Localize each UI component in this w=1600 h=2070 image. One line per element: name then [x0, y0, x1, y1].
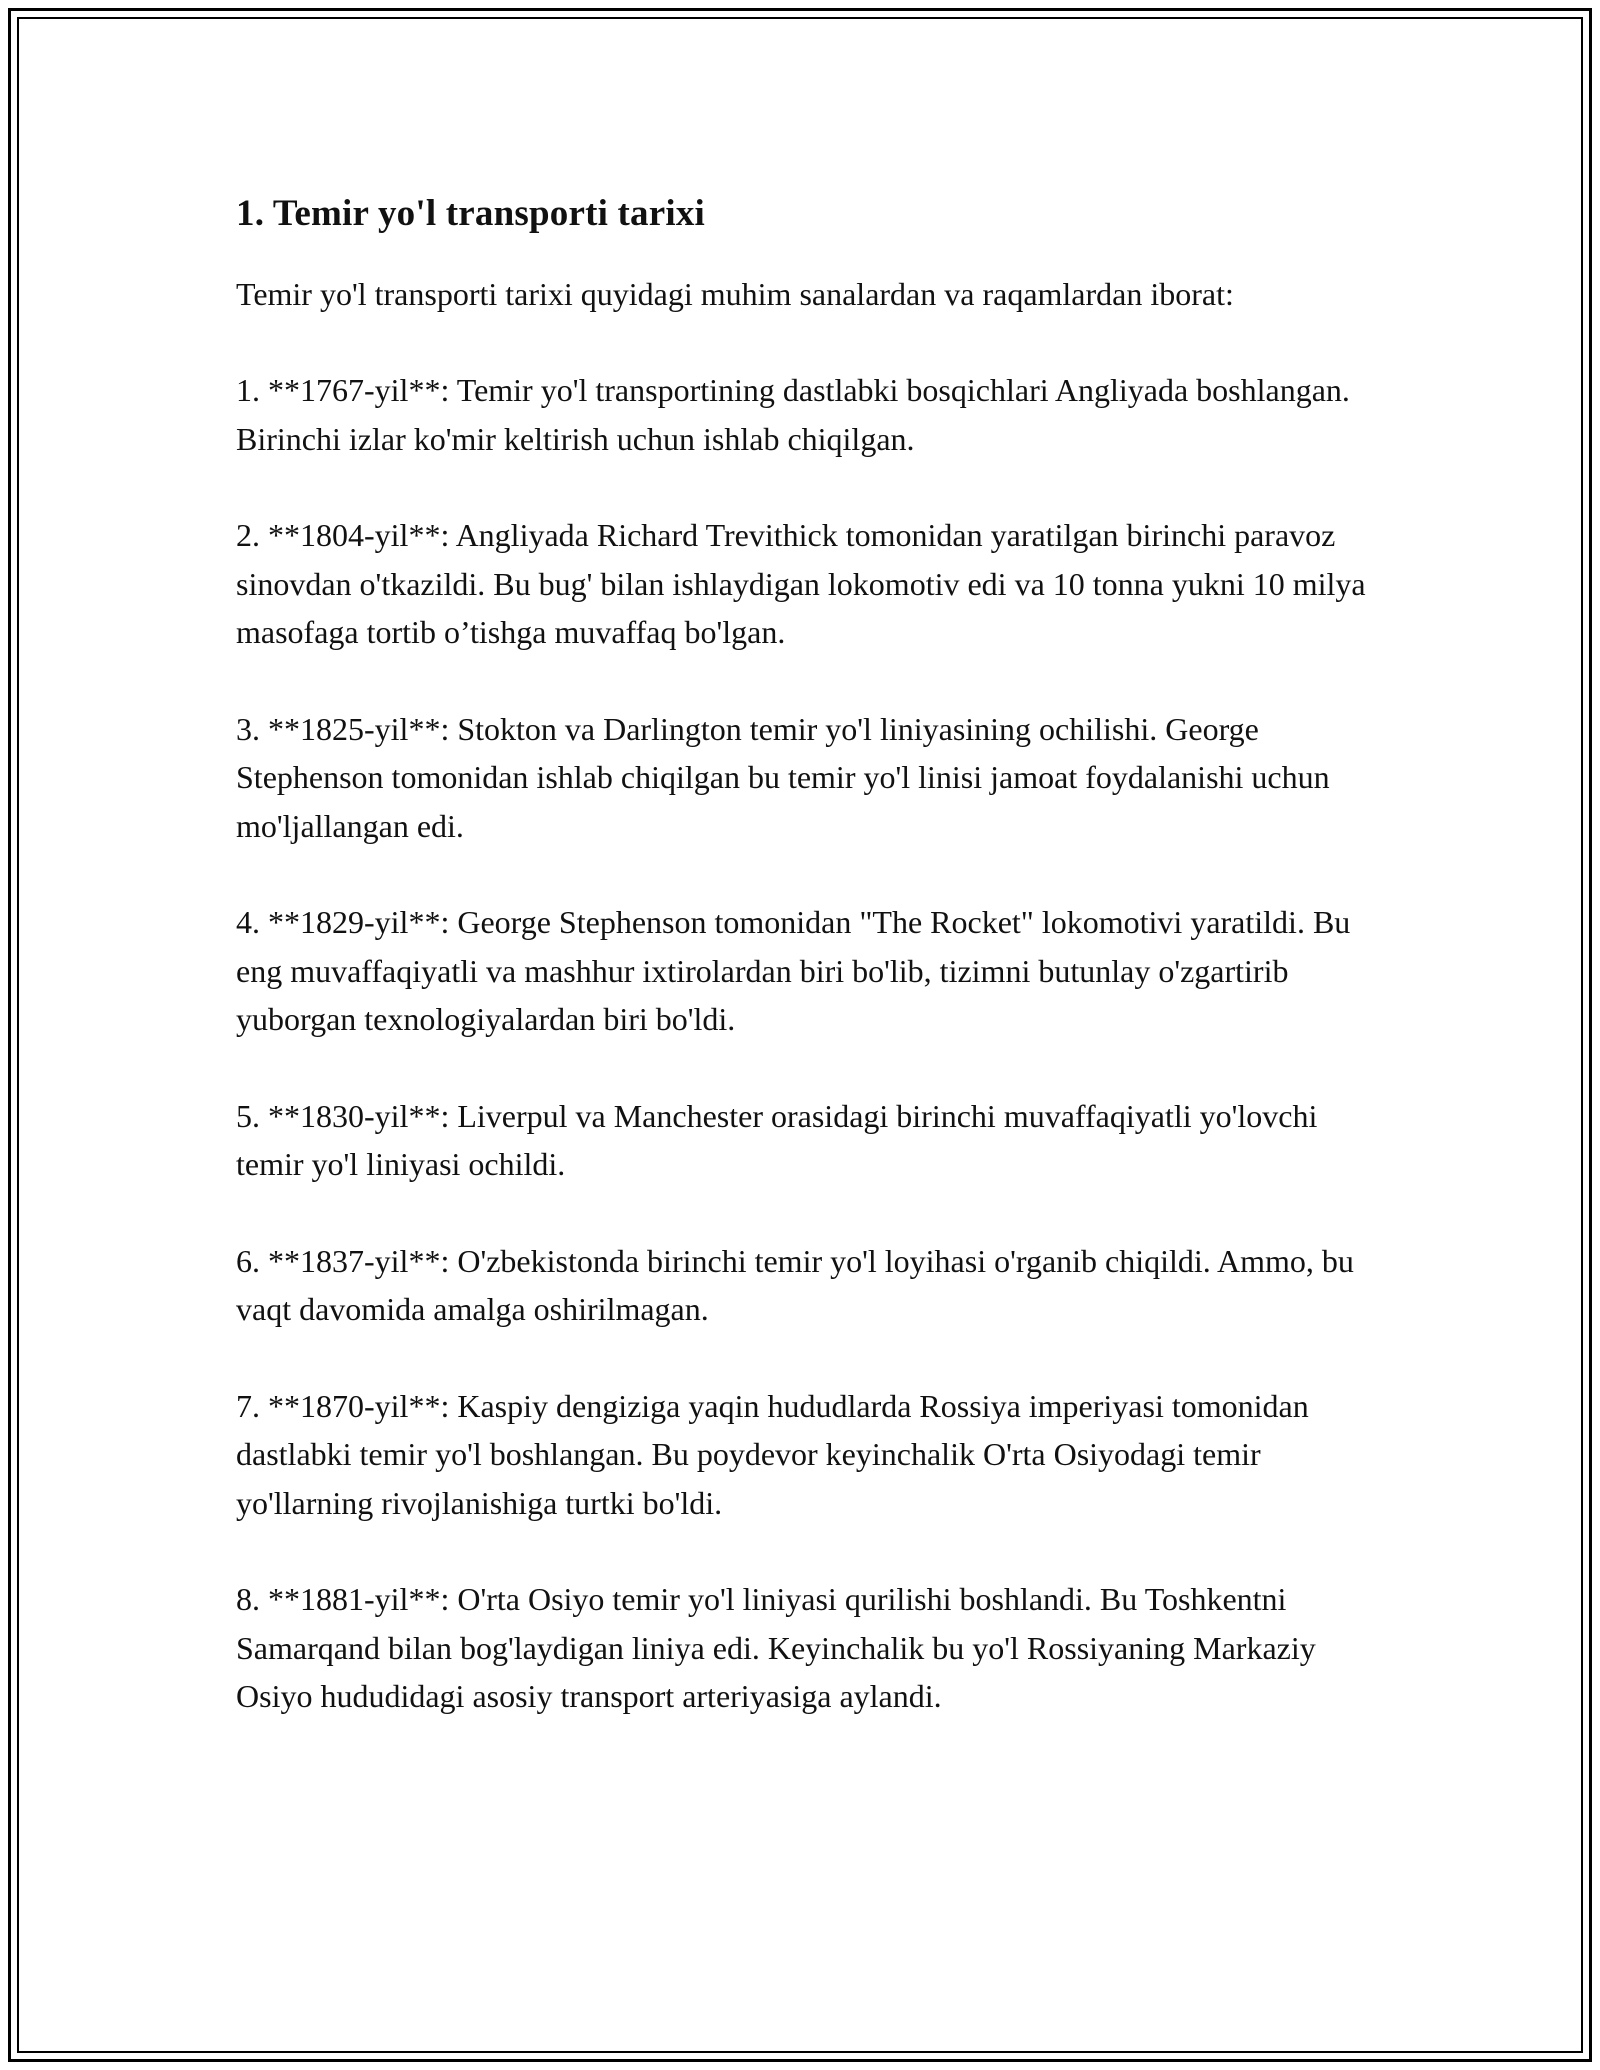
timeline-entry-1881: 8. **1881-yil**: O'rta Osiyo temir yo'l liniyasi qurilishi boshlandi. Bu Toshkentni Samarqand bilan bog'laydigan liniya edi. Keyinchalik bu yo'l Rossiyaning Markaziy Osiyo hududidagi asosiy transport arteriyasiga aylandi. — [236, 1581, 1316, 1714]
intro-paragraph: Temir yo'l transporti tarixi quyidagi muhim sanalardan va raqamlardan iborat: — [236, 276, 1234, 312]
timeline-entry-1870: 7. **1870-yil**: Kaspiy dengiziga yaqin hududlarda Rossiya imperiyasi tomonidan dastlabki temir yo'l boshlangan. Bu poydevor keyinchalik O'rta Osiyodagi temir yo'llarning rivojlanishiga turtki bo'ldi. — [236, 1387, 1309, 1521]
timeline-entry-1829: 4. **1829-yil**: George Stephenson tomonidan "The Rocket" lokomotivi yaratildi. Bu eng muvaffaqiyatli va mashhur ixtirolardan biri bo'lib, tizimni butunlay o'zgartirib yuborgan texnologiyalardan biri bo'ldi. — [236, 904, 1351, 1037]
section-heading: 1. Temir yo'l transporti tarixi — [236, 193, 706, 234]
timeline-entry-1804: 2. **1804-yil**: Angliyada Richard Trevithick tomonidan yaratilgan birinchi paravoz sinovdan o'tkazildi. Bu bug' bilan ishlaydigan lokomotiv edi va 10 tonna yukni 10 milya masofaga tortib o’tishga muvaffaq bo'lgan. — [236, 517, 1366, 650]
timeline-entry-1830: 5. **1830-yil**: Liverpul va Manchester orasidagi birinchi muvaffaqiyatli yo'lovchi temir yo'l liniyasi ochildi. — [236, 1097, 1318, 1182]
timeline-entry-1767: 1. **1767-yil**: Temir yo'l transportining dastlabki bosqichlari Angliyada boshlangan. Birinchi izlar ko'mir keltirish uchun ishlab chiqilgan. — [236, 372, 1350, 457]
timeline-entry-1837: 6. **1837-yil**: O'zbekistonda birinchi temir yo'l loyihasi o'rganib chiqildi. Ammo, bu vaqt davomida amalga oshirilmagan. — [236, 1242, 1354, 1327]
timeline-entry-1825: 3. **1825-yil**: Stokton va Darlington temir yo'l liniyasining ochilishi. George Stephenson tomonidan ishlab chiqilgan bu temir yo'l linisi jamoat foydalanishi uchun mo'ljallangan edi. — [236, 710, 1330, 844]
document-body — [236, 190, 1386, 1769]
